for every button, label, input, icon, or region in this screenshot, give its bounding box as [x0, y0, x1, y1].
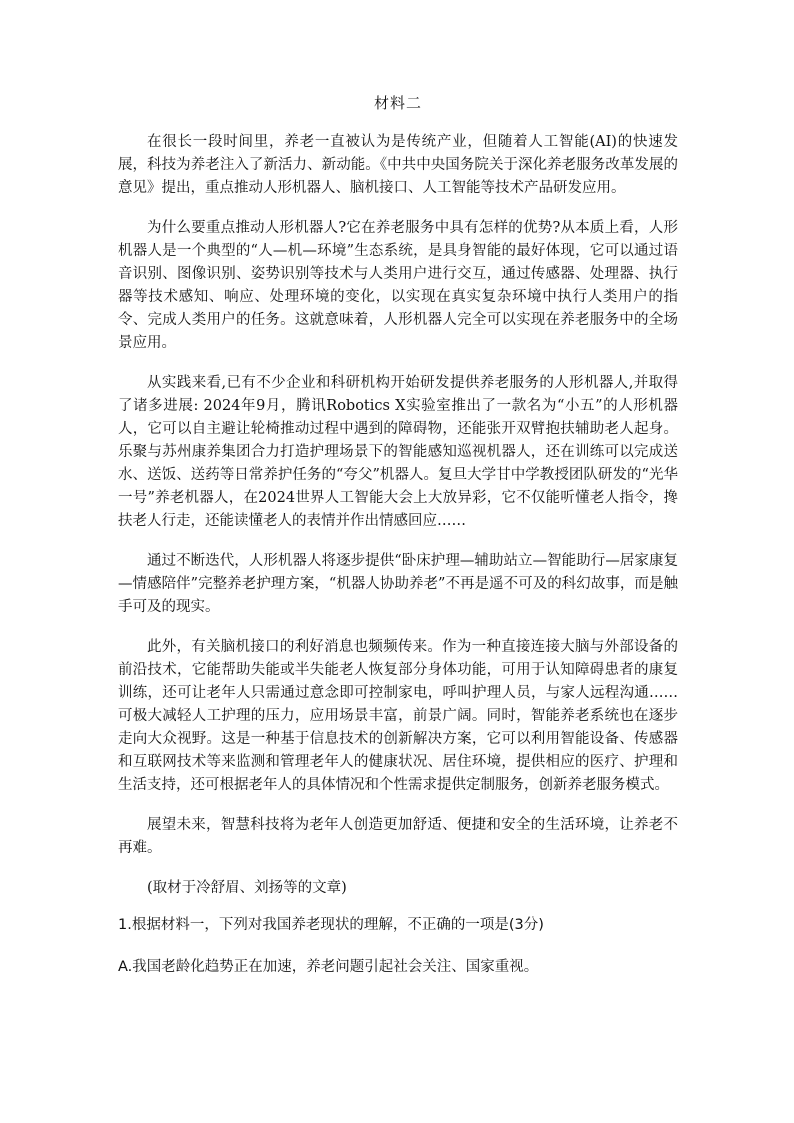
material-paragraph-1: 在很长一段时间里，养老一直被认为是传统产业，但随着人工智能(AI)的快速发展，科技为养老注入了新活力、新动能。《中共中央国务院关于深化养老服务改革发展的意见》提出，重点推动人形机器人、脑机接口、人工智能等技术产品研发应用。 [118, 134, 678, 196]
material-paragraph-2: 为什么要重点推动人形机器人?它在养老服务中具有怎样的优势?从本质上看，人形机器人是一个典型的“人—机—环境”生态系统，是具身智能的最好体现，它可以通过语音识别、图像识别、姿势识别等技术与人类用户进行交互，通过传感器、处理器、执行器等技术感知、响应、处理环境的变化，以实现在真实复杂环境中执行人类用户的指令、完成人类用户的任务。这就意味着，人形机器人完全可以实现在养老服务中的全场景应用。 [118, 220, 678, 351]
material-paragraph-3: 从实践来看,已有不少企业和科研机构开始研发提供养老服务的人形机器人,并取得了诸多进展: 2024年9月，腾讯Robotics X实验室推出了一款名为“小五”的人形机器人，它可以自主避让轮椅推动过程中遇到的障碍物，还能张开双臂抱扶辅助老人起身。乐聚与苏州康养集团合力打造护理场景下的智能感知巡视机器人，还在训练可以完成送水、送饭、送药等日常养护任务的“夸父”机器人。复旦大学甘中学教授团队研发的“光华一号”养老机器人，在2024世界人工智能大会上大放异彩，它不仅能听懂老人指令，搀扶老人行走，还能读懂老人的表情并作出情感回应…… [118, 375, 678, 529]
option-a: A.我国老龄化趋势正在加速，养老问题引起社会关注、国家重视。 [118, 959, 539, 975]
question-stem: 1.根据材料一，下列对我国养老现状的理解，不正确的一项是(3分) [118, 917, 544, 933]
document-page [118, 92, 678, 978]
material-source: (取材于冷舒眉、刘扬等的文章) [147, 880, 347, 896]
material-paragraph-4: 通过不断迭代，人形机器人将逐步提供“卧床护理—辅助站立—智能助行—居家康复—情感陪伴”完整养老护理方案，“机器人协助养老”不再是遥不可及的科幻故事，而是触手可及的现实。 [118, 553, 678, 615]
material-paragraph-5: 此外，有关脑机接口的利好消息也频频传来。作为一种直接连接大脑与外部设备的前沿技术，它能帮助失能或半失能老人恢复部分身体功能，可用于认知障碍患者的康复训练，还可让老年人只需通过意念即可控制家电，呼叫护理人员，与家人远程沟通……可极大减轻人工护理的压力，应用场景丰富，前景广阔。同时，智能养老系统也在逐步走向大众视野。这是一种基于信息技术的创新解决方案，它可以利用智能设备、传感器和互联网技术等来监测和管理老年人的健康状况、居住环境，提供相应的医疗、护理和生活支持，还可根据老年人的具体情况和个性需求提供定制服务，创新养老服务模式。 [118, 639, 678, 793]
material-title: 材料二 [373, 94, 422, 112]
material-paragraph-6: 展望未来，智慧科技将为老年人创造更加舒适、便捷和安全的生活环境，让养老不再难。 [118, 817, 678, 856]
